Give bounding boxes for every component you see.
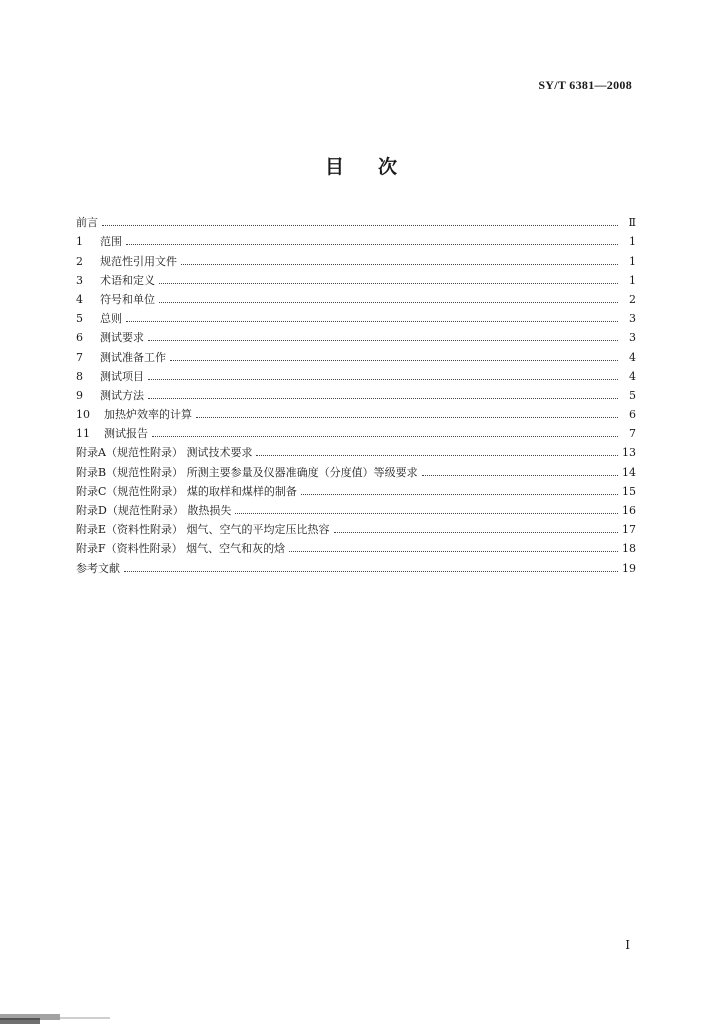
toc-entry-label: 测试准备工作 bbox=[100, 350, 166, 364]
toc-dot-leader bbox=[334, 532, 618, 533]
toc-entry[interactable] bbox=[76, 229, 636, 248]
toc-dot-leader bbox=[148, 379, 618, 380]
toc-entry-label: 附录E（资料性附录） 烟气、空气的平均定压比热容 bbox=[76, 523, 330, 537]
toc-entry[interactable] bbox=[76, 287, 636, 306]
toc-entry-label: 附录B（规范性附录） 所测主要参量及仪器准确度（分度值）等级要求 bbox=[76, 465, 418, 479]
toc-dot-leader bbox=[124, 571, 618, 572]
toc-entry-label: 规范性引用文件 bbox=[100, 254, 177, 268]
toc-entry[interactable] bbox=[76, 440, 636, 459]
scan-noise-mark bbox=[0, 1004, 130, 1024]
toc-entry-page: 1 bbox=[629, 235, 636, 249]
toc-entry-page: 17 bbox=[622, 523, 636, 537]
toc-entry-label: 符号和单位 bbox=[100, 292, 155, 306]
toc-entry[interactable] bbox=[76, 536, 636, 555]
toc-dot-leader bbox=[148, 340, 618, 341]
toc-dot-leader bbox=[159, 302, 618, 303]
toc-entry-label: 附录C（规范性附录） 煤的取样和煤样的制备 bbox=[76, 484, 297, 498]
toc-entry-label: 测试项目 bbox=[100, 369, 144, 383]
toc-dot-leader bbox=[126, 321, 618, 322]
page-number: Ⅰ bbox=[625, 938, 630, 952]
toc-entry-label: 参考文献 bbox=[76, 561, 120, 575]
toc-entry[interactable] bbox=[76, 479, 636, 498]
toc-entry-number: 1 bbox=[76, 235, 83, 249]
toc-entry-number: 3 bbox=[76, 273, 83, 287]
toc-entry[interactable] bbox=[76, 555, 636, 574]
toc-entry-page: 16 bbox=[622, 504, 636, 517]
toc-entry-label: 附录A（规范性附录） 测试技术要求 bbox=[76, 446, 253, 460]
toc-entry[interactable] bbox=[76, 364, 636, 383]
toc-entry-label: 总则 bbox=[100, 312, 122, 326]
toc-dot-leader bbox=[235, 513, 618, 514]
toc-entry[interactable] bbox=[76, 383, 636, 402]
toc-dot-leader bbox=[181, 264, 618, 265]
toc-dot-leader bbox=[170, 360, 618, 361]
toc-entry-page: 15 bbox=[622, 484, 636, 498]
toc-dot-leader bbox=[301, 494, 618, 495]
toc-entry-number: 8 bbox=[76, 369, 83, 383]
toc-entry-page: 3 bbox=[629, 312, 636, 326]
toc-entry-page: 5 bbox=[629, 388, 636, 402]
toc-entry[interactable] bbox=[76, 498, 636, 517]
standard-code: SY/T 6381—2008 bbox=[538, 78, 632, 92]
toc-entry-label: 术语和定义 bbox=[100, 273, 155, 287]
toc-entry-page: Ⅱ bbox=[628, 216, 636, 230]
toc-entry-label: 测试报告 bbox=[104, 427, 148, 441]
toc-entry[interactable] bbox=[76, 306, 636, 325]
toc-dot-leader bbox=[289, 551, 618, 552]
toc-entry[interactable] bbox=[76, 402, 636, 421]
toc-dot-leader bbox=[126, 244, 618, 245]
toc-dot-leader bbox=[102, 225, 618, 226]
toc-entry-number: 4 bbox=[76, 292, 83, 306]
toc-entry-label: 附录D（规范性附录） 散热损失 bbox=[76, 504, 232, 517]
toc-entry-label: 加热炉效率的计算 bbox=[104, 408, 192, 422]
toc-entry-page: 18 bbox=[622, 542, 636, 556]
toc-entry-label: 范围 bbox=[100, 235, 122, 249]
toc-entry-number: 11 bbox=[76, 427, 90, 441]
toc-entry-page: 19 bbox=[622, 561, 636, 575]
toc-entry-label: 前言 bbox=[76, 216, 98, 230]
table-of-contents bbox=[76, 210, 636, 575]
toc-entry-page: 13 bbox=[622, 446, 636, 460]
toc-entry-number: 7 bbox=[76, 350, 83, 364]
toc-entry-page: 1 bbox=[629, 254, 636, 268]
toc-entry-page: 1 bbox=[629, 273, 636, 287]
toc-entry-number: 2 bbox=[76, 254, 83, 268]
toc-entry[interactable] bbox=[76, 459, 636, 478]
toc-entry-page: 14 bbox=[622, 465, 636, 479]
page-title: 目次 bbox=[324, 156, 431, 178]
toc-entry-page: 2 bbox=[629, 292, 636, 306]
toc-entry[interactable] bbox=[76, 344, 636, 363]
toc-entry-number: 10 bbox=[76, 408, 90, 422]
toc-entry-label: 测试方法 bbox=[100, 388, 144, 402]
toc-entry[interactable] bbox=[76, 210, 636, 229]
toc-entry[interactable] bbox=[76, 268, 636, 287]
toc-entry-page: 4 bbox=[629, 350, 636, 364]
toc-entry[interactable] bbox=[76, 421, 636, 440]
toc-entry-label: 附录F（资料性附录） 烟气、空气和灰的焓 bbox=[76, 542, 286, 556]
toc-dot-leader bbox=[159, 283, 618, 284]
toc-entry-number: 9 bbox=[76, 388, 83, 402]
toc-dot-leader bbox=[152, 436, 618, 437]
toc-dot-leader bbox=[148, 398, 618, 399]
toc-entry[interactable] bbox=[76, 248, 636, 267]
toc-entry[interactable] bbox=[76, 325, 636, 344]
toc-entry[interactable] bbox=[76, 517, 636, 536]
toc-dot-leader bbox=[422, 475, 618, 476]
toc-dot-leader bbox=[256, 455, 618, 456]
toc-entry-page: 4 bbox=[629, 369, 636, 383]
toc-entry-page: 3 bbox=[629, 331, 636, 345]
toc-entry-number: 5 bbox=[76, 312, 83, 326]
toc-entry-label: 测试要求 bbox=[100, 331, 144, 345]
toc-dot-leader bbox=[196, 417, 618, 418]
toc-entry-number: 6 bbox=[76, 331, 83, 345]
toc-entry-page: 7 bbox=[629, 427, 636, 441]
toc-entry-page: 6 bbox=[629, 408, 636, 422]
